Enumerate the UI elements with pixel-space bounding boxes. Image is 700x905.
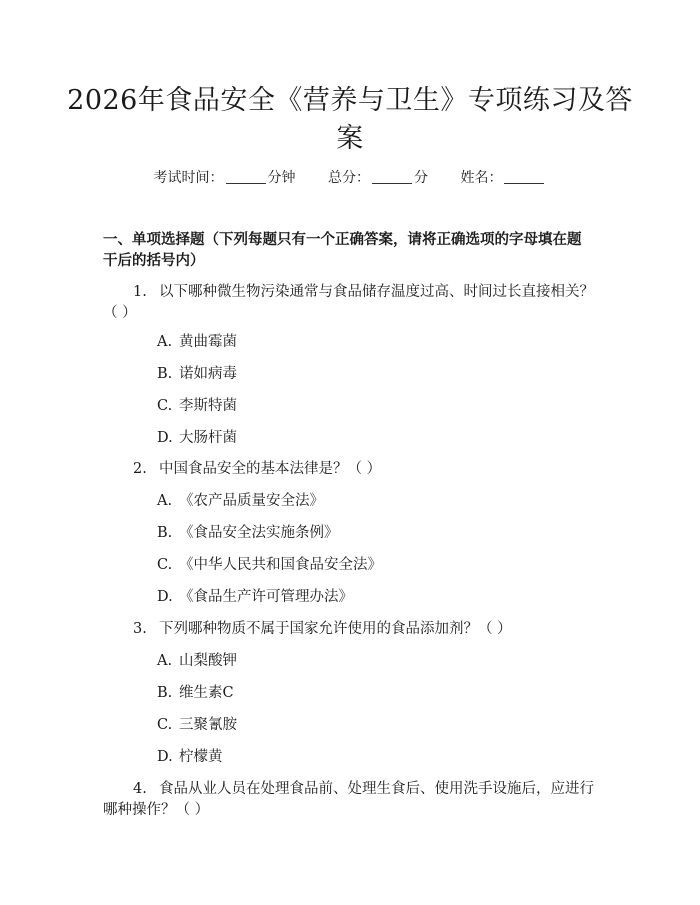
option-2b <box>157 523 339 543</box>
option-letter: A. <box>157 653 173 669</box>
option-text: 《食品安全法实施条例》 <box>179 525 339 541</box>
option-2d <box>157 587 353 607</box>
student-name-label: 姓名： <box>460 170 503 186</box>
option-3a <box>157 651 237 671</box>
option-text: 《食品生产许可管理办法》 <box>179 589 353 605</box>
exam-time-label: 考试时间： <box>153 170 224 186</box>
question-text: 下列哪种物质不属于国家允许使用的食品添加剂？（ ） <box>159 621 512 637</box>
question-text: 以下哪种微生物污染通常与食品储存温度过高、时间过长直接相关？（ ） <box>103 284 594 321</box>
question-2 <box>103 459 600 480</box>
option-letter: D. <box>157 589 173 605</box>
option-letter: B. <box>157 685 173 701</box>
exam-meta <box>0 168 700 188</box>
option-text: 《农产品质量安全法》 <box>179 493 324 509</box>
option-text: 大肠杆菌 <box>179 430 237 446</box>
exam-time-unit: 分钟 <box>267 170 296 186</box>
option-text: 维生素C <box>179 685 234 701</box>
student-name-blank <box>504 169 544 184</box>
page-title: 2026年食品安全《营养与卫生》专项练习及答案 <box>67 85 633 154</box>
question-1 <box>103 282 600 324</box>
total-score-blank <box>372 169 412 184</box>
option-text: 李斯特菌 <box>179 398 237 414</box>
option-text: 山梨酸钾 <box>179 653 237 669</box>
question-text: 食品从业人员在处理食品前、处理生食后、使用洗手设施后，应进行哪种操作？（ ） <box>103 781 594 818</box>
option-letter: C. <box>157 557 173 573</box>
option-3c <box>157 715 237 735</box>
option-text: 三聚氰胺 <box>179 717 237 733</box>
option-text: 柠檬黄 <box>179 749 223 765</box>
option-2c <box>157 555 382 575</box>
exam-time-blank <box>226 169 266 184</box>
question-number: 4. <box>133 781 147 797</box>
option-text: 黄曲霉菌 <box>179 334 237 350</box>
question-number: 1. <box>133 284 147 300</box>
question-4 <box>103 779 600 821</box>
option-1c <box>157 396 237 416</box>
section-heading: 一、单项选择题（下列每题只有一个正确答案，请将正确选项的字母填在题干后的括号内） <box>103 232 582 269</box>
option-text: 《中华人民共和国食品安全法》 <box>179 557 382 573</box>
option-letter: B. <box>157 366 173 382</box>
total-score-label: 总分： <box>328 170 370 186</box>
option-1d <box>157 428 237 448</box>
question-text: 中国食品安全的基本法律是？（ ） <box>159 461 382 477</box>
option-3d <box>157 747 223 767</box>
option-1b <box>157 364 237 384</box>
option-text: 诺如病毒 <box>179 366 237 382</box>
total-score <box>328 168 428 188</box>
option-letter: C. <box>157 398 173 414</box>
question-3 <box>103 619 600 640</box>
question-number: 3. <box>133 621 147 637</box>
option-letter: D. <box>157 749 173 765</box>
option-1a <box>157 332 237 352</box>
option-3b <box>157 683 234 703</box>
option-letter: D. <box>157 430 173 446</box>
option-letter: C. <box>157 717 173 733</box>
student-name <box>460 168 546 188</box>
exam-time <box>154 168 296 188</box>
question-number: 2. <box>133 461 147 477</box>
total-score-unit: 分 <box>414 170 428 186</box>
option-2a <box>157 491 324 511</box>
option-letter: A. <box>157 493 173 509</box>
option-letter: A. <box>157 334 173 350</box>
option-letter: B. <box>157 525 173 541</box>
